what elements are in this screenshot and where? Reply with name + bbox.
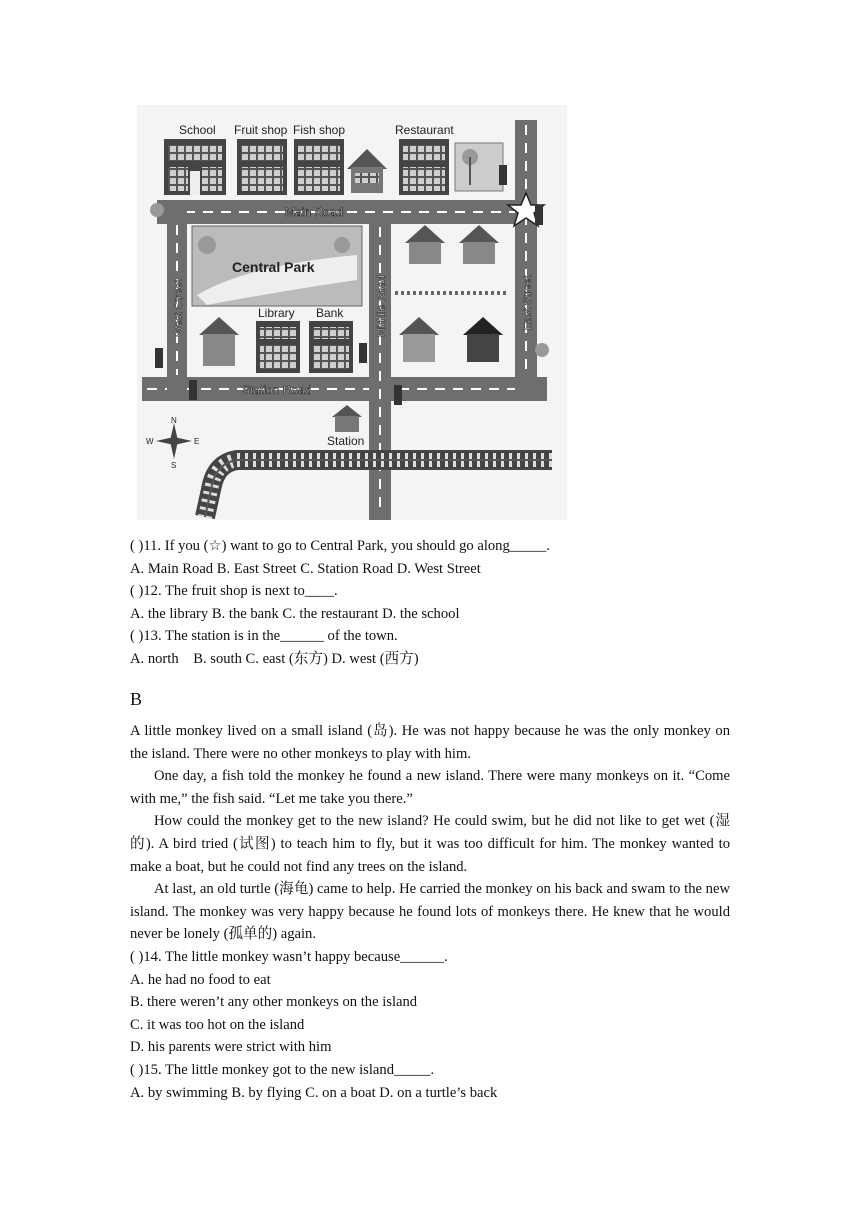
question-11-options: A. Main Road B. East Street C. Station Road D. West Street (130, 560, 481, 577)
tree-lot (455, 143, 503, 191)
east-street-label: East Street (522, 275, 534, 330)
question-14-option-a: A. he had no food to eat (130, 971, 271, 988)
question-14-option-b: B. there weren’t any other monkeys on the island (130, 994, 418, 1011)
bank-label: Bank (316, 306, 344, 320)
question-14-option-c: C. it was too hot on the island (130, 1016, 305, 1033)
passage-paragraph-2: One day, a fish told the monkey he found a new island. There were many monkeys on it. “Come with me,” the fish said. “Let me take you there.” (130, 768, 730, 807)
compass-n: N (171, 416, 177, 425)
school-label: School (179, 123, 216, 137)
question-15: ( )15. The little monkey got to the new island_____. (130, 1061, 435, 1078)
question-11: ( )11. If you (☆) want to go to Central Park, you should go along_____. (130, 538, 550, 554)
question-14-option-d: D. his parents were strict with him (130, 1039, 332, 1056)
stop-sign (535, 343, 549, 357)
compass-w: W (146, 437, 154, 446)
compass-s: S (171, 461, 177, 470)
question-14: ( )14. The little monkey wasn’t happy because______. (130, 948, 448, 965)
section-b-heading: B (130, 689, 143, 709)
central-park-label: Central Park (232, 259, 315, 275)
questions-part-a (130, 535, 730, 671)
middle-road-label: Middle Road (376, 275, 388, 337)
question-13: ( )13. The station is in the______ of the town. (130, 628, 398, 645)
town-map-svg (137, 105, 567, 520)
compass-e: E (194, 437, 200, 446)
passage-paragraph-1: A little monkey lived on a small island (岛). He was not happy because he was the only monkey on the island. There were no other monkeys to play with him. (130, 723, 730, 762)
passage-paragraph-3: How could the monkey get to the new island? He could swim, but he did not like to get wet (湿的). A bird tried (试图) to teach him to fly, but it was too difficult for him. The monkey wanted to make a boat, but he could not find any trees on the island. (130, 813, 730, 875)
question-13-options: A. north B. south C. east (东方) D. west (西方) (130, 650, 419, 667)
passage-paragraph-4: At last, an old turtle (海龟) came to help. He carried the monkey on his back and swam to the new island. The monkey was very happy because he found lots of monkeys there. He knew that he would never be lonely (孤单的) again. (130, 881, 730, 943)
fish-shop-label: Fish shop (293, 123, 346, 137)
fruit-shop-label: Fruit shop (234, 123, 288, 137)
restaurant-label: Restaurant (395, 123, 454, 137)
main-road-label: Main Road (285, 205, 344, 219)
station-label: Station (327, 434, 365, 448)
central-park (192, 226, 362, 306)
town-map (137, 105, 567, 520)
question-15-options: A. by swimming B. by flying C. on a boat D. on a turtle’s back (130, 1084, 498, 1101)
library-label: Library (258, 306, 295, 320)
section-b (130, 680, 730, 1104)
station-road-label: Station Road (242, 383, 312, 397)
question-12-options: A. the library B. the bank C. the restaurant D. the school (130, 605, 460, 622)
west-street-label: West Street (173, 279, 185, 337)
question-12: ( )12. The fruit shop is next to____. (130, 583, 338, 600)
